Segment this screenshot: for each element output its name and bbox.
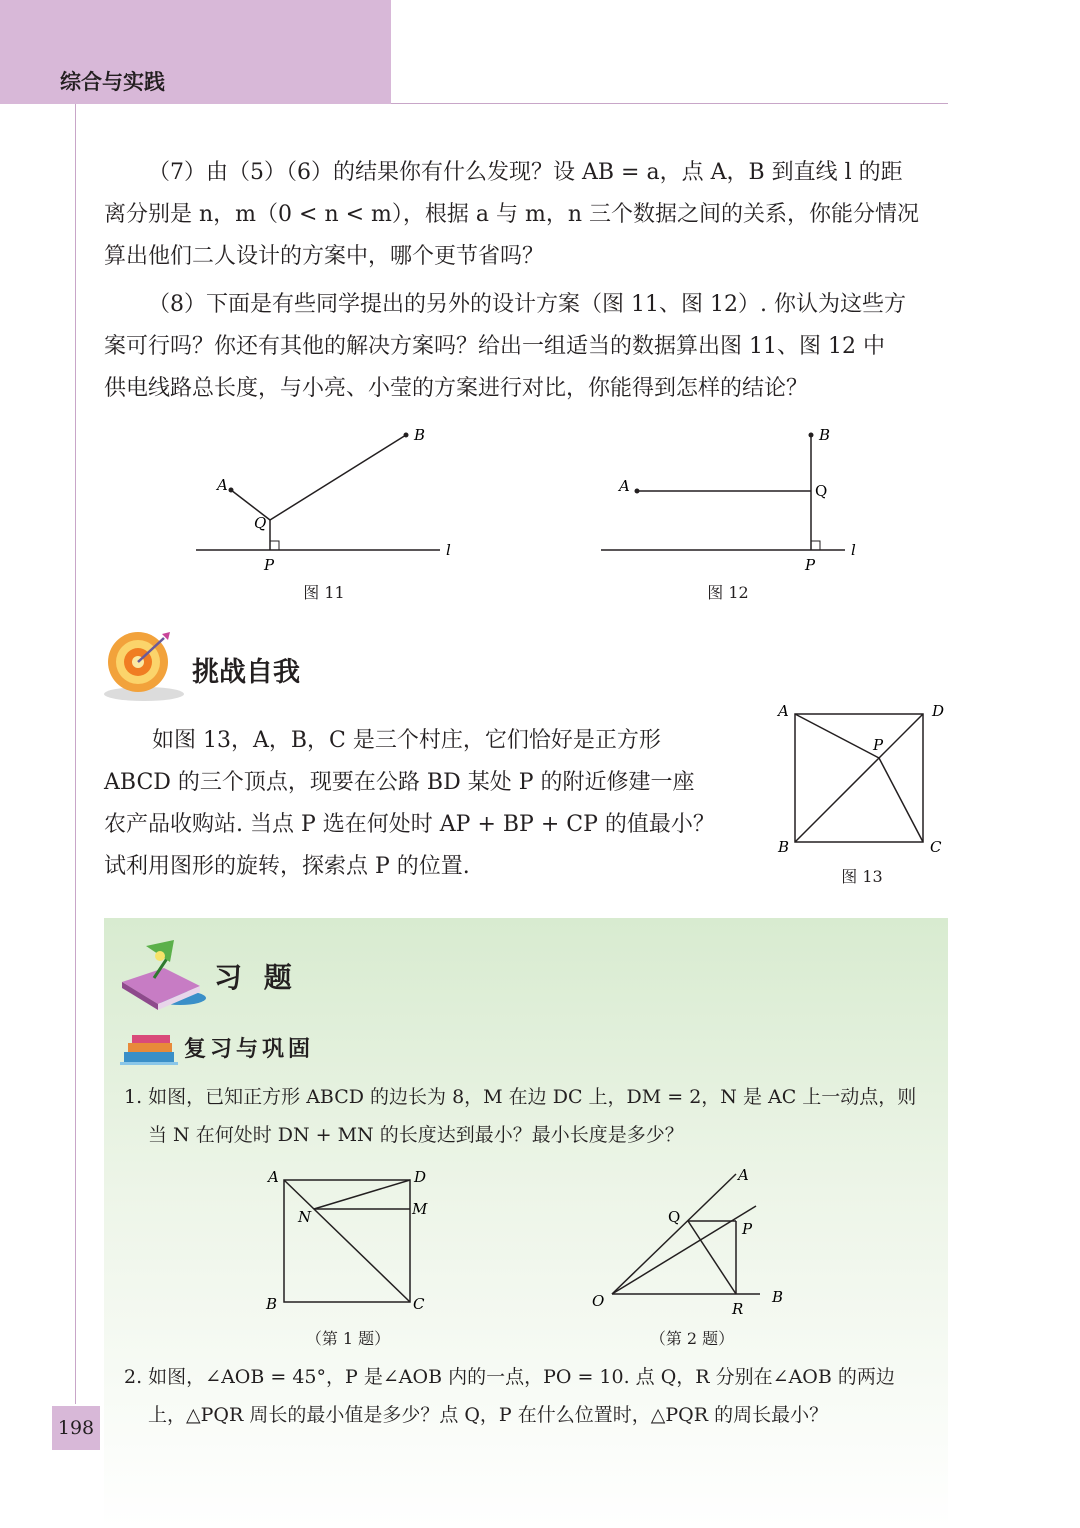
exercise-2 <box>124 1358 944 1434</box>
point-label: B <box>778 838 790 856</box>
point-label: C <box>930 838 942 856</box>
point-label: D <box>932 702 945 720</box>
challenge-text <box>104 720 754 888</box>
exercises-subtitle: 复习与巩固 <box>184 1037 315 1062</box>
figure-12 <box>595 420 875 580</box>
exercise-line: 当 N 在何处时 DN + MN 的长度达到最小？最小长度是多少？ <box>148 1124 684 1146</box>
point-label: A <box>619 477 630 495</box>
point-label: l <box>851 541 856 559</box>
paragraph-line: 案可行吗？你还有其他的解决方案吗？给出一组适当的数据算出图 11、图 12 中 <box>104 334 885 359</box>
exercises-panel <box>104 918 948 1528</box>
paragraph-line: 如图 13，A，B，C 是三个村庄，它们恰好是正方形 <box>152 728 661 753</box>
figure-11 <box>190 420 470 580</box>
figure-12-caption: 图 12 <box>707 583 749 602</box>
point-label: A <box>268 1168 279 1186</box>
lamp-book-icon <box>116 932 212 1012</box>
figure-13-caption: 图 13 <box>841 867 883 886</box>
exercise-line: 2. 如图，∠AOB = 45°，P 是∠AOB 内的一点，PO = 10. 点 Q，R 分别在∠AOB 的两边 <box>124 1366 895 1388</box>
paragraph-7 <box>104 152 952 278</box>
point-label: N <box>298 1208 312 1226</box>
exercises-title: 习 题 <box>214 961 298 994</box>
point-label: B <box>772 1288 784 1306</box>
point-label: Q <box>815 482 828 500</box>
figure-13 <box>770 700 960 860</box>
exercise-1 <box>124 1078 944 1154</box>
point-label: M <box>412 1200 428 1218</box>
paragraph-line: 算出他们二人设计的方案中，哪个更节省吗？ <box>104 244 545 269</box>
point-label: Q <box>668 1208 681 1226</box>
paragraph-8 <box>104 284 952 410</box>
books-icon <box>118 1030 182 1066</box>
exercise-1-caption: （第 1 题） <box>305 1329 391 1348</box>
challenge-title: 挑战自我 <box>192 657 300 688</box>
point-label: l <box>446 541 451 559</box>
target-icon <box>100 624 190 704</box>
point-label: P <box>873 736 884 754</box>
paragraph-line: 供电线路总长度，与小亮、小莹的方案进行对比，你能得到怎样的结论？ <box>104 376 809 401</box>
point-label: R <box>732 1300 744 1318</box>
margin-rule <box>75 104 76 1404</box>
point-label: C <box>413 1295 425 1313</box>
header-tab <box>0 0 391 104</box>
point-label: A <box>217 476 228 494</box>
exercise-2-figure <box>584 1160 804 1320</box>
paragraph-line: 试利用图形的旋转，探索点 P 的位置. <box>104 854 470 879</box>
point-label: O <box>592 1292 605 1310</box>
point-label: P <box>742 1220 753 1238</box>
point-label: A <box>738 1166 749 1184</box>
exercise-line: 上，△PQR 周长的最小值是多少？点 Q，P 在什么位置时，△PQR 的周长最小？ <box>148 1404 829 1426</box>
page-number: 198 <box>52 1406 100 1450</box>
header-rule <box>391 103 948 104</box>
point-label: P <box>264 556 275 574</box>
section-label: 综合与实践 <box>60 70 165 94</box>
exercise-1-figure <box>258 1164 448 1320</box>
paragraph-line: ABCD 的三个顶点，现要在公路 BD 某处 P 的附近修建一座 <box>104 770 695 795</box>
point-label: Q <box>254 514 267 532</box>
point-label: D <box>414 1168 427 1186</box>
point-label: B <box>414 426 426 444</box>
paragraph-line: （8）下面是有些同学提出的另外的设计方案（图 11、图 12）. 你认为这些方 <box>148 292 906 317</box>
exercise-line: 1. 如图，已知正方形 ABCD 的边长为 8，M 在边 DC 上，DM = 2，N 是 AC 上一动点，则 <box>124 1086 917 1108</box>
figure-11-caption: 图 11 <box>303 583 345 602</box>
point-label: A <box>778 702 789 720</box>
paragraph-line: 农产品收购站. 当点 P 选在何处时 AP + BP + CP 的值最小？ <box>104 812 715 837</box>
paragraph-line: （7）由（5）（6）的结果你有什么发现？设 AB = a，点 A，B 到直线 l 的距 <box>148 160 903 185</box>
point-label: B <box>819 426 831 444</box>
paragraph-line: 离分别是 n，m（0 < n < m），根据 a 与 m，n 三个数据之间的关系，你能分情况 <box>104 202 920 227</box>
exercise-2-caption: （第 2 题） <box>649 1329 735 1348</box>
point-label: P <box>805 556 816 574</box>
point-label: B <box>266 1295 278 1313</box>
